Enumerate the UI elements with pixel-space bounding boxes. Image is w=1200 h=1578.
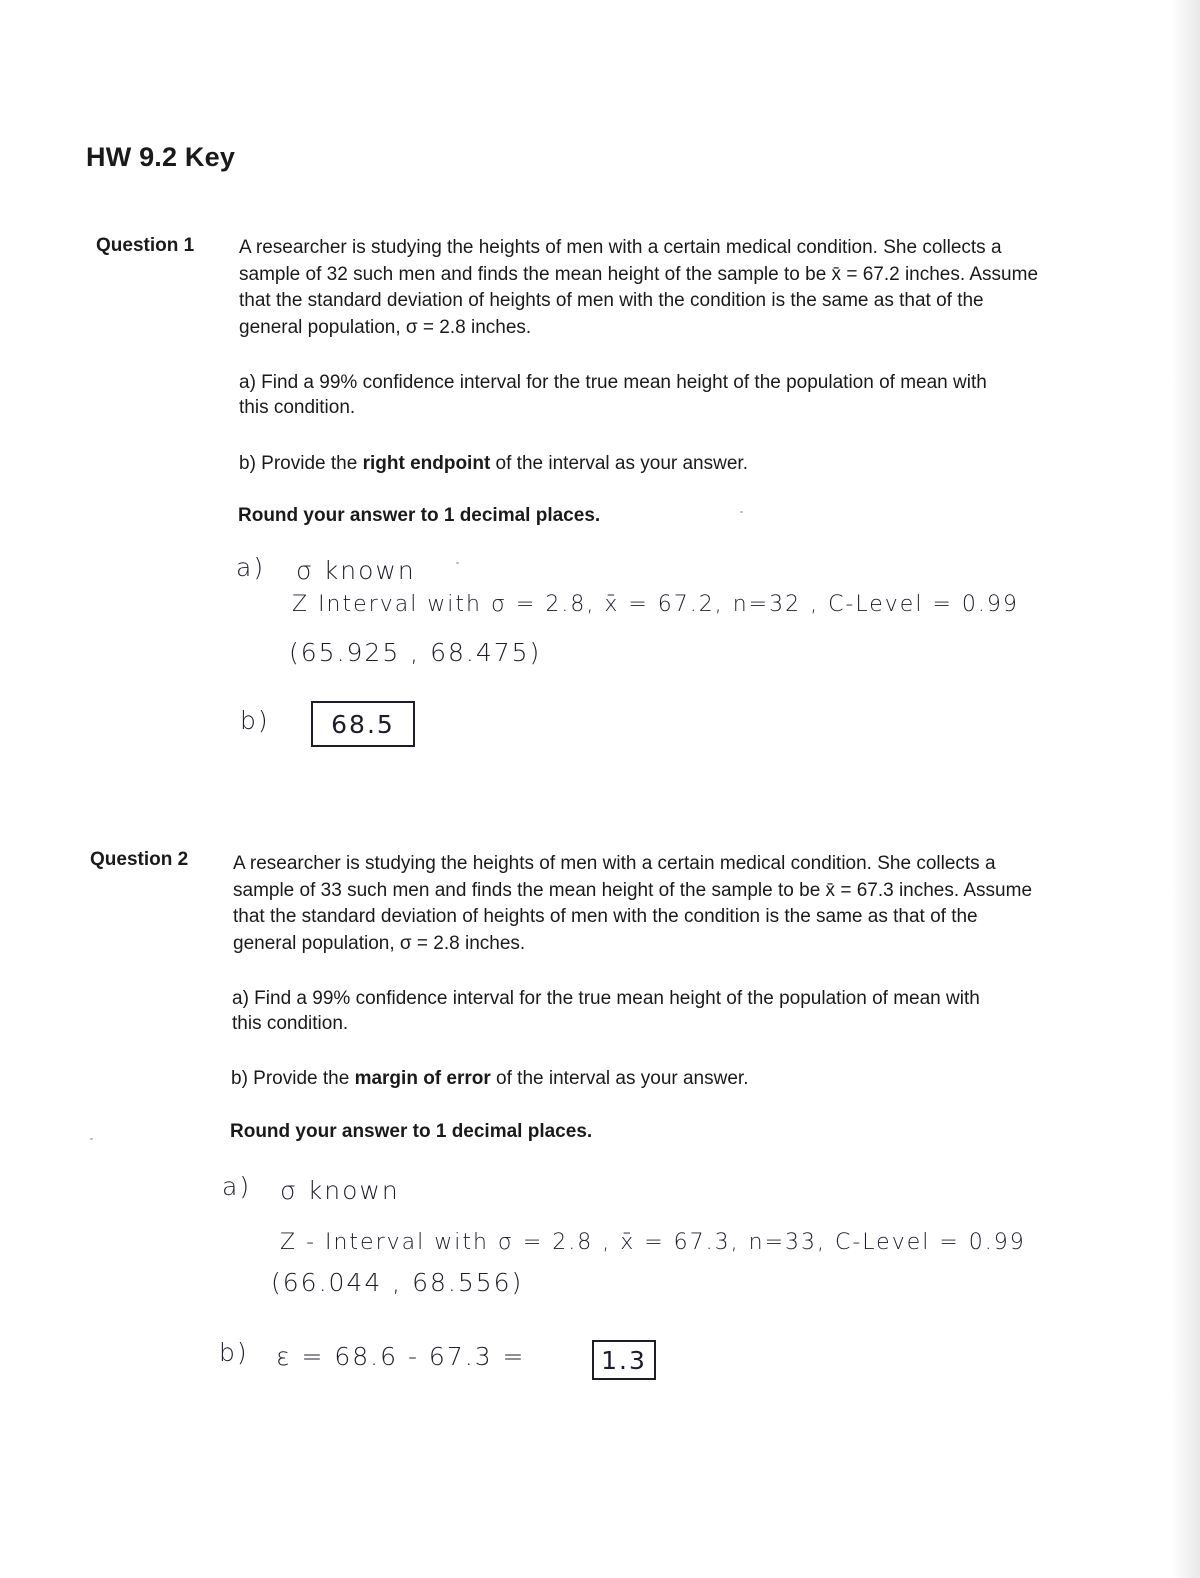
question-2-part-b-prefix: b) Provide the [231,1068,355,1089]
question-1-part-b-prefix: b) Provide the [239,453,363,474]
q1-hand-a-label: a) [236,553,266,582]
question-1-part-b [239,451,748,476]
question-1-part-a-line: this condition. [239,397,356,418]
scan-speck [740,511,743,513]
question-2-part-b-suffix: of the interval as your answer. [490,1068,749,1089]
question-1-label: Question 1 [96,235,195,256]
question-1-part-a [239,370,987,420]
q1-hand-interval-result: (65.925 , 68.475) [289,638,542,667]
q2-hand-z-interval: Z - Interval with σ = 2.8 , x̄ = 67.3, n=33, C-Level = 0.99 [280,1230,1026,1255]
scan-page-edge [1172,0,1200,1578]
question-2-text-line: that the standard deviation of heights of men with the condition is the same as that of the [233,906,978,927]
question-1-text-line: A researcher is studying the heights of men with a certain medical condition. She collects a [239,237,1002,258]
scan-speck [456,562,459,564]
question-2-part-b-emphasis: margin of error [354,1068,491,1089]
question-1-part-b-emphasis: right endpoint [362,453,491,474]
question-2-part-b [231,1066,748,1091]
q2-hand-a-label: a) [222,1172,252,1201]
question-1-rounding: Round your answer to 1 decimal places. [238,505,601,526]
page-title: HW 9.2 Key [86,142,236,172]
question-2-text-line: general population, σ = 2.8 inches. [233,932,526,954]
q2-answer-box: 1.3 [592,1340,656,1380]
question-2-label: Question 2 [90,849,189,870]
question-2-text [233,851,1083,957]
q1-hand-z-interval: Z Interval with σ = 2.8, x̄ = 67.2, n=32 , C-Level = 0.99 [292,592,1019,617]
question-2-part-a [232,986,980,1036]
question-2-part-a-line: this condition. [232,1013,349,1034]
q1-answer-box: 68.5 [311,701,415,747]
question-2-text-line: sample of 33 such men and finds the mean height of the sample to be x̄ = 67.3 inches. Assume [233,879,1033,901]
question-1-text-line: sample of 32 such men and finds the mean height of the sample to be x̄ = 67.2 inches. Assume [239,263,1039,285]
scan-speck [90,1138,93,1140]
q2-hand-interval-result: (66.044 , 68.556) [271,1268,524,1297]
q2-hand-b-label: b) [219,1338,249,1367]
q1-hand-sigma-known: σ known [296,556,416,585]
q1-hand-b-label: b) [240,706,270,735]
question-2-part-a-line: a) Find a 99% confidence interval for the true mean height of the population of mean with [232,988,980,1009]
question-1-text-line: that the standard deviation of heights of men with the condition is the same as that of the [239,290,984,311]
question-1-text-line: general population, σ = 2.8 inches. [239,316,532,338]
q2-hand-margin-work: ε = 68.6 - 67.3 = [276,1342,526,1371]
question-2-text-line: A researcher is studying the heights of men with a certain medical condition. She collects a [233,853,996,874]
question-1-text [239,235,1089,341]
question-1-part-a-line: a) Find a 99% confidence interval for the true mean height of the population of mean with [239,372,987,393]
q2-hand-sigma-known: σ known [280,1176,400,1205]
question-2-rounding: Round your answer to 1 decimal places. [230,1121,593,1142]
question-1-part-b-suffix: of the interval as your answer. [490,453,748,474]
